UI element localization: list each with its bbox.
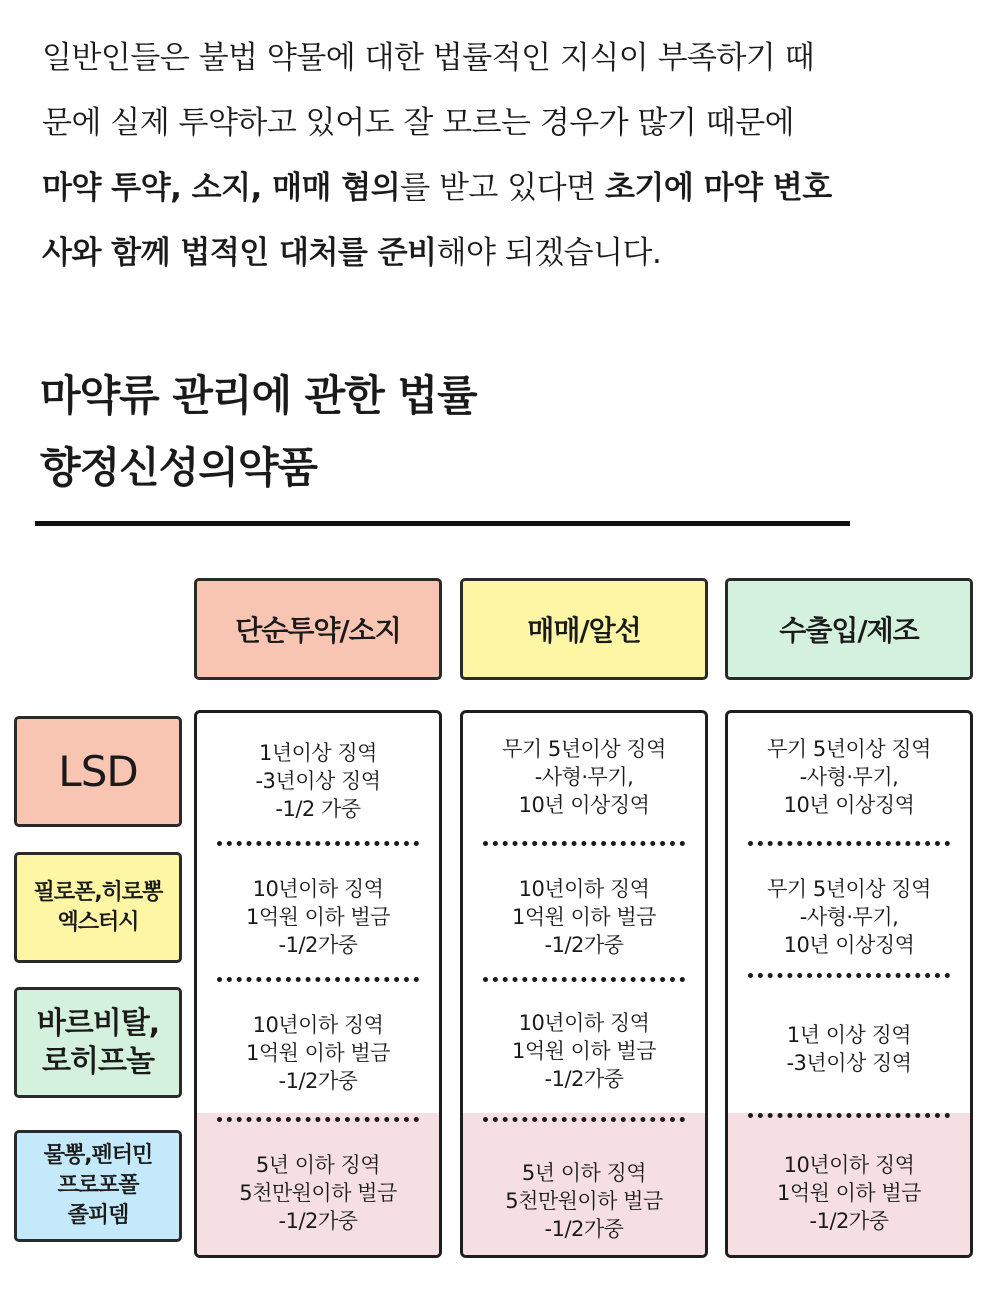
intro-emphasis-charges: 마약 투약, 소지, 매매 혐의 xyxy=(42,170,401,206)
intro-emphasis-lawyer: 초기에 마약 변호 xyxy=(604,170,832,206)
penalty-cell: 무기 5년이상 징역 -사형·무기, 10년 이상징역 xyxy=(767,737,931,817)
penalty-cell: 10년이하 징역 1억원 이하 벌금 -1/2가중 xyxy=(246,877,390,957)
penalty-column-import-export xyxy=(725,710,973,1258)
penalty-cell: 10년이하 징역 1억원 이하 벌금 -1/2가중 xyxy=(512,1011,656,1091)
dotted-divider xyxy=(483,841,685,846)
intro-emphasis-prepare: 사와 함께 법적인 대처를 준비 xyxy=(42,235,437,271)
dotted-divider xyxy=(483,977,685,982)
penalty-cell: 1년이상 징역 -3년이상 징역 -1/2 가중 xyxy=(255,741,381,821)
intro-text-end: 해야 되겠습니다. xyxy=(436,235,662,271)
penalty-cell: 10년이하 징역 1억원 이하 벌금 -1/2가중 xyxy=(512,877,656,957)
intro-line-4 xyxy=(42,221,962,286)
row-header-ghb xyxy=(14,1130,182,1242)
dotted-divider xyxy=(217,1117,419,1122)
dotted-divider xyxy=(748,1113,950,1118)
penalty-cell: 무기 5년이상 징역 -사형·무기, 10년 이상징역 xyxy=(767,877,931,957)
intro-line-1: 일반인들은 불법 약물에 대한 법률적인 지식이 부족하기 때 xyxy=(42,40,815,76)
penalty-cell: 5년 이하 징역 5천만원이하 벌금 -1/2가중 xyxy=(239,1153,397,1233)
row-label-line: 졸피뎀 xyxy=(67,1203,129,1228)
column-header-possession: 단순투약/소지 xyxy=(194,578,442,680)
intro-line-3 xyxy=(42,156,962,221)
penalty-column-trade xyxy=(460,710,708,1258)
dotted-divider xyxy=(217,841,419,846)
intro-text: 를 받고 있다면 xyxy=(400,170,605,206)
penalty-cell: 5년 이하 징역 5천만원이하 벌금 -1/2가중 xyxy=(505,1161,663,1241)
penalty-cell: 1년 이상 징역 -3년이상 징역 xyxy=(786,1023,912,1075)
penalty-cell: 무기 5년이상 징역 -사형·무기, 10년 이상징역 xyxy=(502,737,666,817)
row-header-barbital xyxy=(14,987,182,1098)
row-label-line: 바르비탈, xyxy=(36,1005,160,1041)
row-label-line: 프로포폴 xyxy=(57,1173,139,1198)
row-label-line: 로히프놀 xyxy=(42,1043,154,1079)
heading-law-title: 마약류 관리에 관한 법률 xyxy=(40,371,477,420)
dotted-divider xyxy=(483,1117,685,1122)
row-label-line: 엑스터시 xyxy=(57,909,139,935)
column-header-trade: 매매/알선 xyxy=(460,578,708,680)
row-header-methamphetamine xyxy=(14,852,182,963)
row-header-lsd: LSD xyxy=(14,716,182,827)
penalty-cell: 10년이하 징역 1억원 이하 벌금 -1/2가중 xyxy=(777,1153,921,1233)
intro-line-2: 문에 실제 투약하고 있어도 잘 모르는 경우가 많기 때문에 xyxy=(42,105,795,141)
dotted-divider xyxy=(748,973,950,978)
heading-underline xyxy=(35,521,850,526)
intro-paragraph xyxy=(42,26,962,286)
section-heading xyxy=(40,360,477,504)
dotted-divider xyxy=(217,977,419,982)
dotted-divider xyxy=(748,841,950,846)
row-label-line: 물뽕,펜터민 xyxy=(43,1143,153,1168)
column-header-import-export: 수출입/제조 xyxy=(725,578,973,680)
heading-category: 향정신성의약품 xyxy=(40,443,318,492)
penalty-cell: 10년이하 징역 1억원 이하 벌금 -1/2가중 xyxy=(246,1013,390,1093)
row-label-line: 필로폰,히로뽕 xyxy=(33,879,163,905)
penalty-column-possession xyxy=(194,710,442,1258)
